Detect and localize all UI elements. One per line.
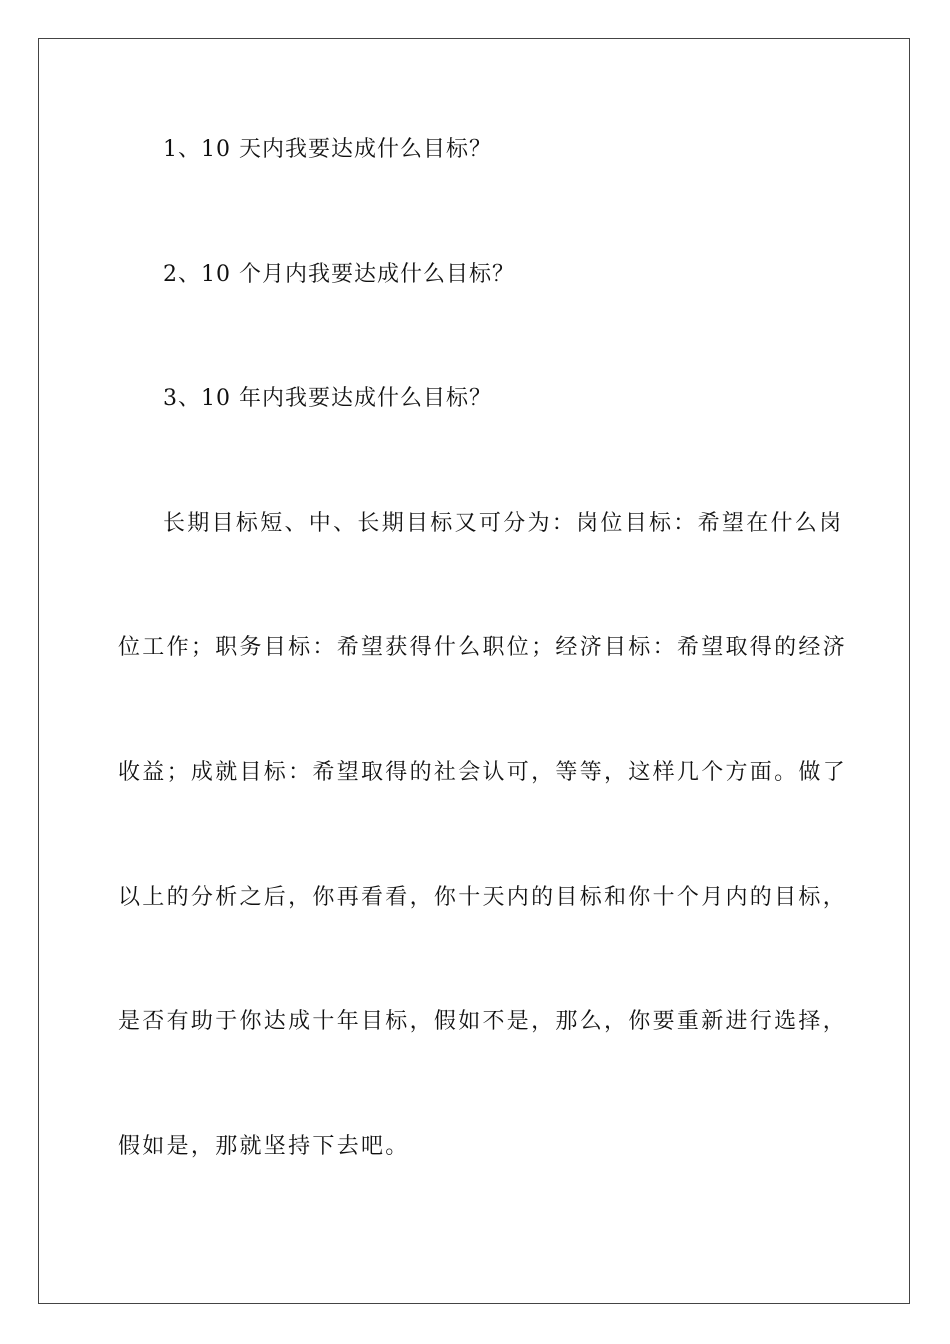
paragraph-line-1: 长期目标短、中、长期目标又可分为：岗位目标：希望在什么岗 (163, 511, 844, 536)
paragraph-line-5: 是否有助于你达成十年目标，假如不是，那么，你要重新进行选择， (118, 1009, 848, 1034)
question-item-2: 2、10 个月内我要达成什么目标？ (163, 262, 515, 287)
question-item-1: 1、10 天内我要达成什么目标？ (163, 137, 492, 162)
question-item-3: 3、10 年内我要达成什么目标？ (163, 386, 492, 411)
paragraph-line-6: 假如是，那就坚持下去吧。 (118, 1134, 410, 1159)
paragraph-line-4: 以上的分析之后，你再看看，你十天内的目标和你十个月内的目标， (118, 885, 848, 910)
paragraph-line-2: 位工作；职务目标：希望获得什么职位；经济目标：希望取得的经济 (118, 635, 848, 660)
paragraph-line-3: 收益；成就目标：希望取得的社会认可，等等，这样几个方面。做了 (118, 760, 848, 785)
page-border (38, 38, 910, 1304)
